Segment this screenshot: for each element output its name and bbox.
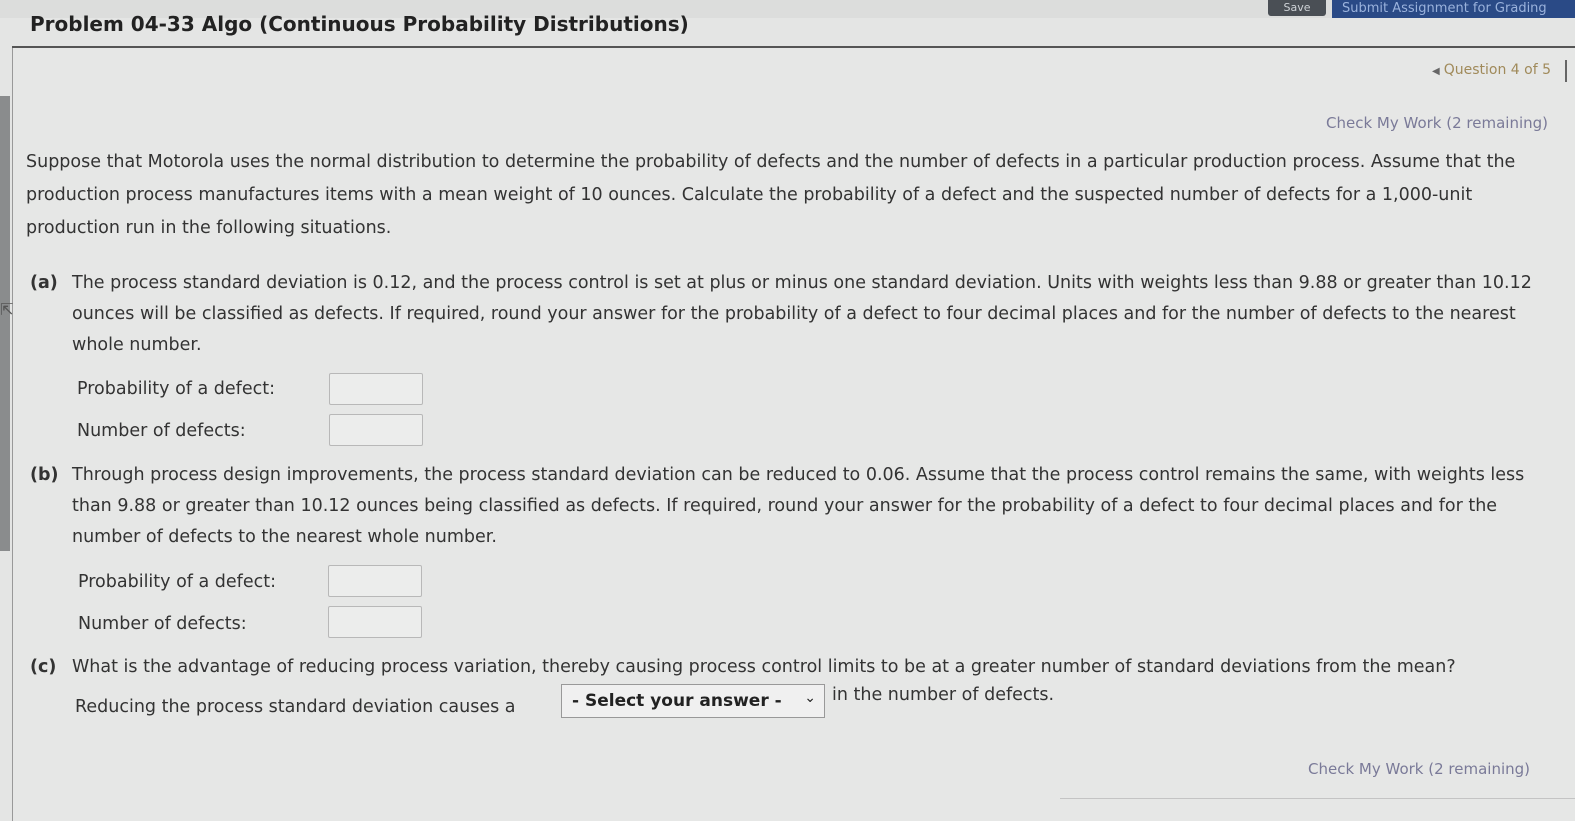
part-b-letter: (b)	[30, 465, 59, 485]
problem-intro: Suppose that Motorola uses the normal distribution to determine the probability of defects and the number of defects in a particular production process. Assume that the production process manufactures items with a mean weight of 10 ounces. Calculate the probability of a defect and the suspected number of defects for a 1,000-unit production run in the following situations.	[26, 152, 1516, 238]
part-a-letter: (a)	[30, 273, 58, 293]
part-c-letter: (c)	[30, 657, 57, 677]
page-title: Problem 04-33 Algo (Continuous Probability Distributions)	[30, 12, 689, 36]
part-b	[30, 460, 1560, 553]
part-b-prob-label: Probability of a defect:	[78, 572, 276, 592]
check-my-work-link-bottom[interactable]: Check My Work (2 remaining)	[1308, 760, 1531, 778]
part-a-num-input[interactable]	[329, 414, 423, 446]
part-c-text: What is the advantage of reducing process variation, thereby causing process control limits to be at a greater number of standard deviations from the mean?	[72, 657, 1456, 677]
part-c	[30, 652, 1560, 683]
chevron-down-icon: ⌄	[804, 690, 816, 706]
part-b-text: Through process design improvements, the process standard deviation can be reduced to 0.06. Assume that the process control remains the same, with weights less than 9.88 or greater than 10.12 ounces being classified as defects. If required, round your answer for the probability of a defect to four decimal places and for the number of defects to the nearest whole number.	[72, 465, 1525, 547]
question-navigator[interactable]	[1432, 62, 1551, 78]
part-b-num-input[interactable]	[328, 606, 422, 638]
bottom-divider	[1060, 798, 1575, 799]
previous-question-icon[interactable]: ◀	[1432, 66, 1440, 77]
select-value: - Select your answer -	[572, 691, 782, 711]
part-b-prob-input[interactable]	[328, 565, 422, 597]
mouse-cursor-icon: ⇱	[0, 300, 14, 319]
part-a-text: The process standard deviation is 0.12, and the process control is set at plus or minus one standard deviation. Units with weights less than 9.88 or greater than 10.12 ounces will be classified as defects. If required, round your answer for the probability of a defect to four decimal places and for the number of defects to the nearest whole number.	[72, 273, 1532, 355]
part-c-sentence-after: in the number of defects.	[832, 685, 1055, 705]
part-b-num-label: Number of defects:	[78, 614, 247, 634]
left-scroll-strip[interactable]	[0, 96, 10, 551]
check-my-work-link-top[interactable]: Check My Work (2 remaining)	[1326, 114, 1549, 132]
nav-divider	[1565, 60, 1567, 82]
submit-assignment-button[interactable]: Submit Assignment for Grading	[1332, 0, 1575, 18]
part-a-num-label: Number of defects:	[77, 421, 246, 441]
part-c-answer-select[interactable]	[561, 684, 825, 718]
part-a-prob-label: Probability of a defect:	[77, 379, 275, 399]
save-button[interactable]: Save	[1268, 0, 1326, 16]
part-a-prob-input[interactable]	[329, 373, 423, 405]
question-nav-label: Question 4 of 5	[1443, 62, 1551, 78]
part-a	[30, 268, 1560, 361]
part-c-sentence-before: Reducing the process standard deviation causes a	[75, 697, 516, 717]
